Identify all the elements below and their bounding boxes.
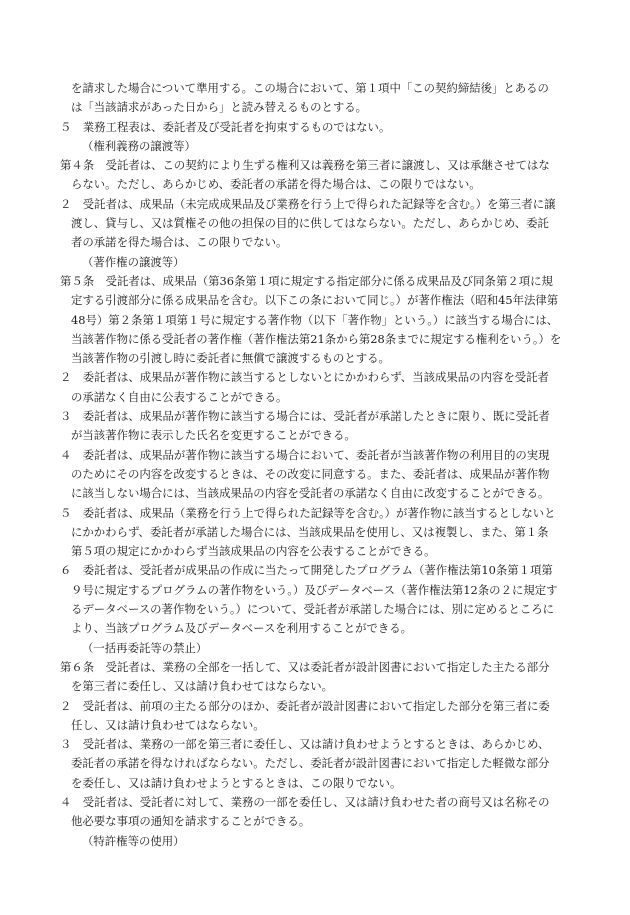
clause-line: ３ 委託者は、成果品が著作物に該当する場合には、受託者が承諾したときに限り、既に受託者 bbox=[60, 409, 550, 424]
clause-line: ３ 受託者は、業務の一部を第三者に委任し、又は請け負わせようとするときは、あらかじめ、 bbox=[60, 737, 550, 752]
section-heading: （一括再委託等の禁止） bbox=[82, 640, 208, 655]
clause-line: ２ 委託者は、成果品が著作物に該当するとしないとにかかわらず、当該成果品の内容を受託者 bbox=[60, 370, 549, 385]
clause-line: ５ 業務工程表は、委託者及び受託者を拘束するものではない。 bbox=[60, 119, 391, 134]
document-body bbox=[60, 79, 580, 851]
continuation-line: ９号に規定するプログラムの著作物をいう。）及びデータベース（著作権法第12条の２に規定す bbox=[71, 582, 558, 597]
continuation-line: 第５項の規定にかかわらず当該成果品の内容を公表することができる。 bbox=[71, 544, 436, 559]
continuation-line: 者の承諾を得た場合は、この限りでない。 bbox=[71, 235, 288, 250]
section-heading: （著作権の譲渡等） bbox=[82, 254, 185, 269]
clause-line: ６ 委託者は、受託者が成果品の作成に当たって開発したプログラム（著作権法第10条第１項第 bbox=[60, 563, 553, 578]
continuation-line: の承諾なく自由に公表することができる。 bbox=[71, 389, 288, 404]
continuation-line: より、当該プログラム及びデータベースを利用することができる。 bbox=[71, 621, 413, 636]
section-heading: （特許権等の使用） bbox=[82, 833, 185, 848]
continuation-line: 当該著作物の引渡し時に委託者に無償で譲渡するものとする。 bbox=[71, 351, 390, 366]
continuation-line: 委託者の承諾を得なければならない。ただし、委託者が設計図書において指定した軽微な部分 bbox=[71, 756, 550, 771]
clause-line: 第６条 受託者は、業務の全部を一括して、又は委託者が設計図書において指定した主たる部分 bbox=[60, 659, 550, 674]
continuation-line: 渡し、貸与し、又は質権その他の担保の目的に供してはならない。ただし、あらかじめ、委託 bbox=[71, 216, 549, 231]
clause-line: 第５条 受託者は、成果品（第36条第１項に規定する指定部分に係る成果品及び同条第２項に規 bbox=[60, 273, 553, 288]
clause-line: ５ 委託者は、成果品（業務を行う上で得られた記録等を含む。）が著作物に該当するとしないと bbox=[60, 505, 556, 520]
continuation-line: らない。ただし、あらかじめ、委託者の承諾を得た場合は、この限りではない。 bbox=[71, 177, 481, 192]
continuation-line: 当該著作物に係る受託者の著作権（著作権法第21条から第28条までに規定する権利をいう。）を bbox=[71, 331, 562, 346]
continuation-line: 定する引渡部分に係る成果品を含む。以下この条において同じ。）が著作権法（昭和45年法律第 bbox=[71, 293, 559, 308]
continuation-line: を委任し、又は請け負わせようとするときは、この限りでない。 bbox=[71, 775, 402, 790]
section-heading: （権利義務の譲渡等） bbox=[82, 138, 196, 153]
clause-line: ２ 受託者は、前項の主たる部分のほか、委託者が設計図書において指定した部分を第三者に委 bbox=[60, 698, 550, 713]
continuation-line: るデータベースの著作物をいう。）について、受託者が承諾した場合には、別に定めるところに bbox=[71, 602, 555, 617]
continuation-line: 他必要な事項の通知を請求することができる。 bbox=[71, 814, 311, 829]
continuation-line: が当該著作物に表示した氏名を変更することができる。 bbox=[71, 428, 356, 443]
continuation-line: 48号）第２条第１項第１号に規定する著作物（以下「著作物」という。）に該当する場合には、 bbox=[71, 312, 559, 327]
continuation-line: は「当該請求があった日から」と読み替えるものとする。 bbox=[71, 100, 368, 115]
clause-line: ４ 受託者は、受託者に対して、業務の一部を委任し、又は請け負わせた者の商号又は名称その bbox=[60, 794, 550, 809]
continuation-line: にかかわらず、委託者が承諾した場合には、当該成果品を使用し、又は複製し、また、第１条 bbox=[71, 524, 549, 539]
clause-line: ２ 受託者は、成果品（未完成成果品及び業務を行う上で得られた記録等を含む。）を第三者に譲 bbox=[60, 196, 556, 211]
clause-line: 第４条 受託者は、この契約により生ずる権利又は義務を第三者に譲渡し、又は承継させてはな bbox=[60, 158, 550, 173]
continuation-line: に該当しない場合には、当該成果品の内容を受託者の承諾なく自由に改変することができる。 bbox=[71, 486, 550, 501]
continuation-line: のためにその内容を改変するときは、その改変に同意する。また、委託者は、成果品が著作物 bbox=[71, 466, 550, 481]
continuation-line: を請求した場合について準用する。この場合において、第１項中「この契約締結後」とあるの bbox=[71, 81, 549, 95]
continuation-line: を第三者に委任し、又は請け負わせてはならない。 bbox=[71, 679, 333, 694]
continuation-line: 任し、又は請け負わせてはならない。 bbox=[71, 717, 265, 732]
clause-line: ４ 委託者は、成果品が著作物に該当する場合において、委託者が当該著作物の利用目的の実現 bbox=[60, 447, 550, 462]
